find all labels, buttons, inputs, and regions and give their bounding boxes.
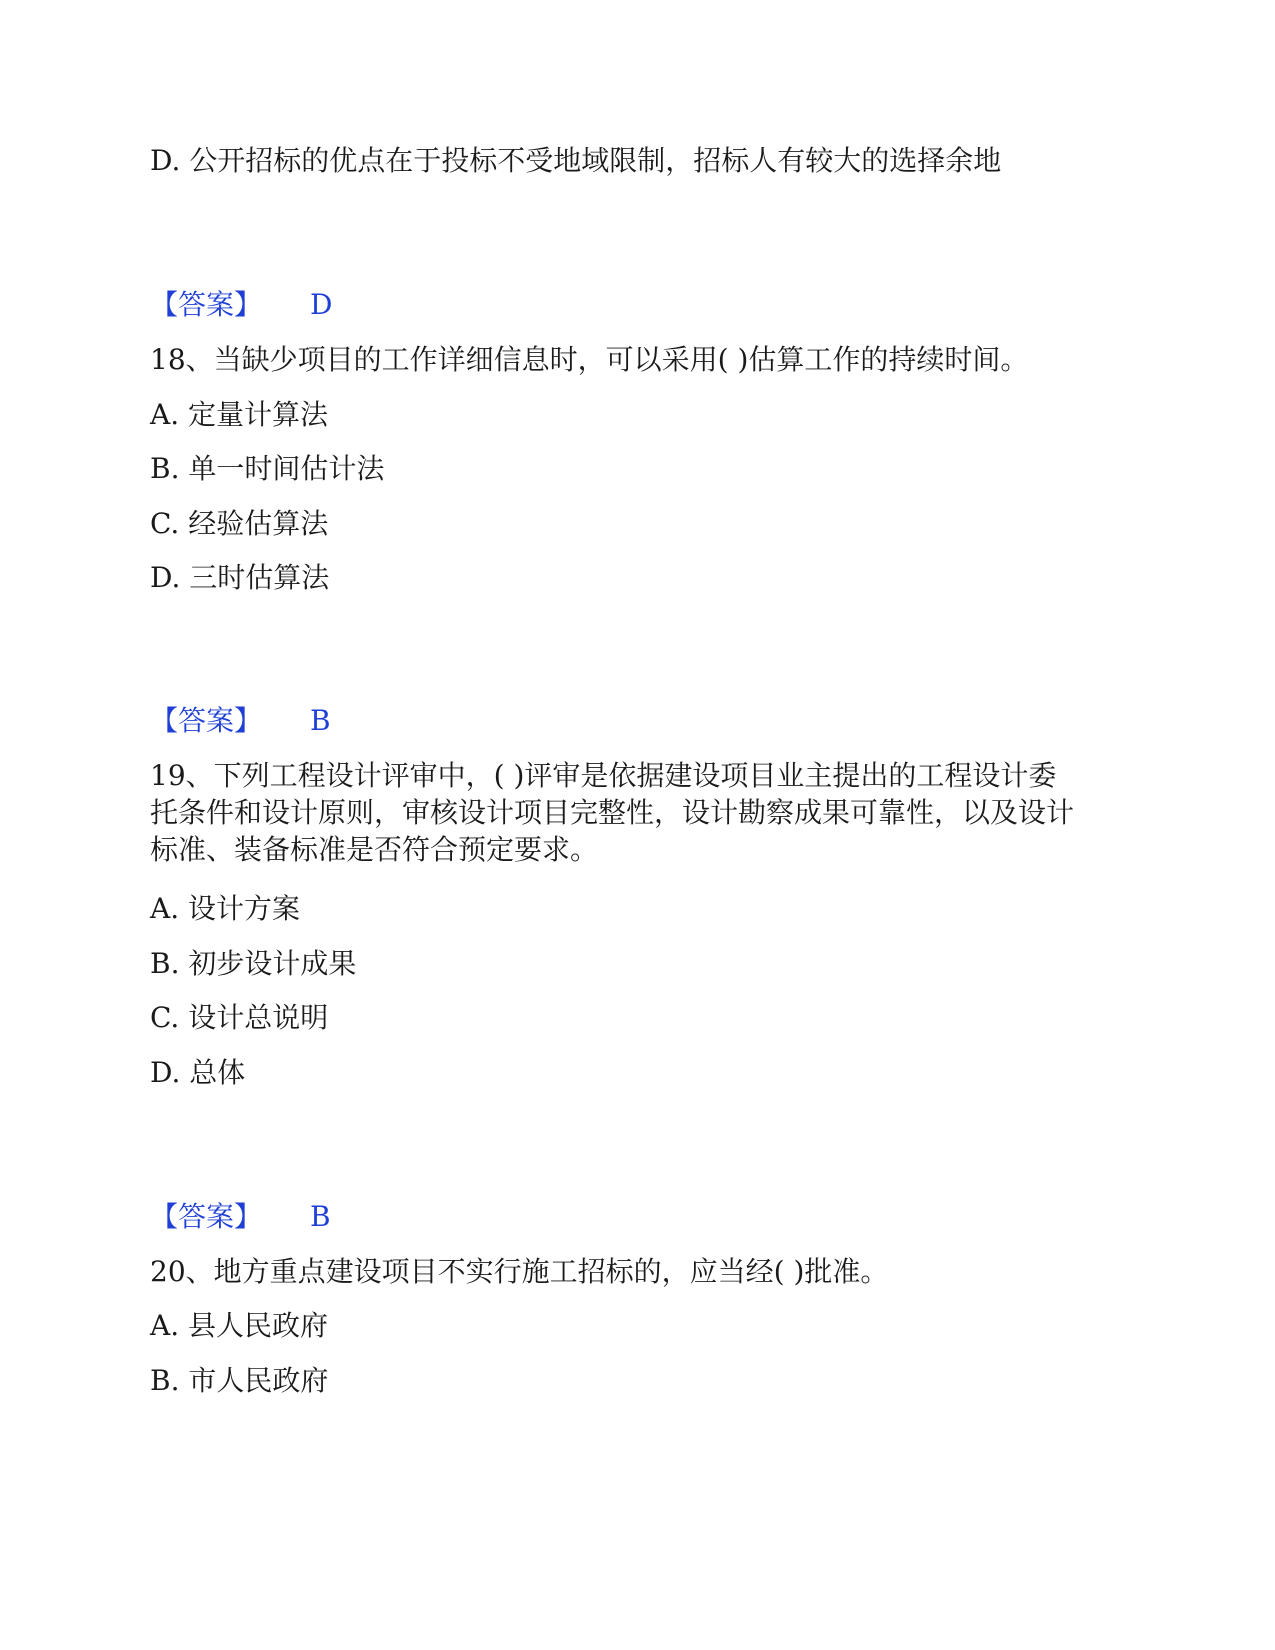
q19-option-d: D. 总体 (150, 1056, 246, 1089)
answer-value: D (310, 288, 333, 321)
q19-option-a: A. 设计方案 (150, 892, 301, 925)
q19-question-line: 托条件和设计原则，审核设计项目完整性，设计勘察成果可靠性，以及设计 (150, 796, 1075, 829)
q18-answer (150, 702, 331, 740)
answer-value: B (310, 1200, 331, 1233)
q20-option-b: B. 市人民政府 (150, 1364, 329, 1397)
q19-option-b: B. 初步设计成果 (150, 947, 357, 980)
q19-question (150, 757, 1110, 868)
q19-question-line: 19、下列工程设计评审中，( )评审是依据建设项目业主提出的工程设计委 (150, 759, 1057, 792)
q17-answer (150, 286, 332, 324)
answer-label: 【答案】 (150, 704, 263, 737)
answer-label: 【答案】 (150, 288, 263, 321)
q18-option-c: C. 经验估算法 (150, 507, 329, 540)
answer-value: B (310, 704, 331, 737)
q18-option-b: B. 单一时间估计法 (150, 452, 385, 485)
q18-option-d: D. 三时估算法 (150, 561, 330, 594)
q20-question: 20、地方重点建设项目不实行施工招标的，应当经( )批准。 (150, 1255, 889, 1288)
q19-question-line: 标准、装备标准是否符合预定要求。 (150, 833, 599, 866)
answer-label: 【答案】 (150, 1200, 263, 1233)
q19-option-c: C. 设计总说明 (150, 1001, 329, 1034)
q18-question: 18、当缺少项目的工作详细信息时，可以采用( )估算工作的持续时间。 (150, 343, 1029, 376)
q19-answer (150, 1198, 331, 1236)
q18-option-a: A. 定量计算法 (150, 398, 329, 431)
q17-option-d: D. 公开招标的优点在于投标不受地域限制，招标人有较大的选择余地 (150, 144, 1002, 177)
q20-option-a: A. 县人民政府 (150, 1309, 329, 1342)
